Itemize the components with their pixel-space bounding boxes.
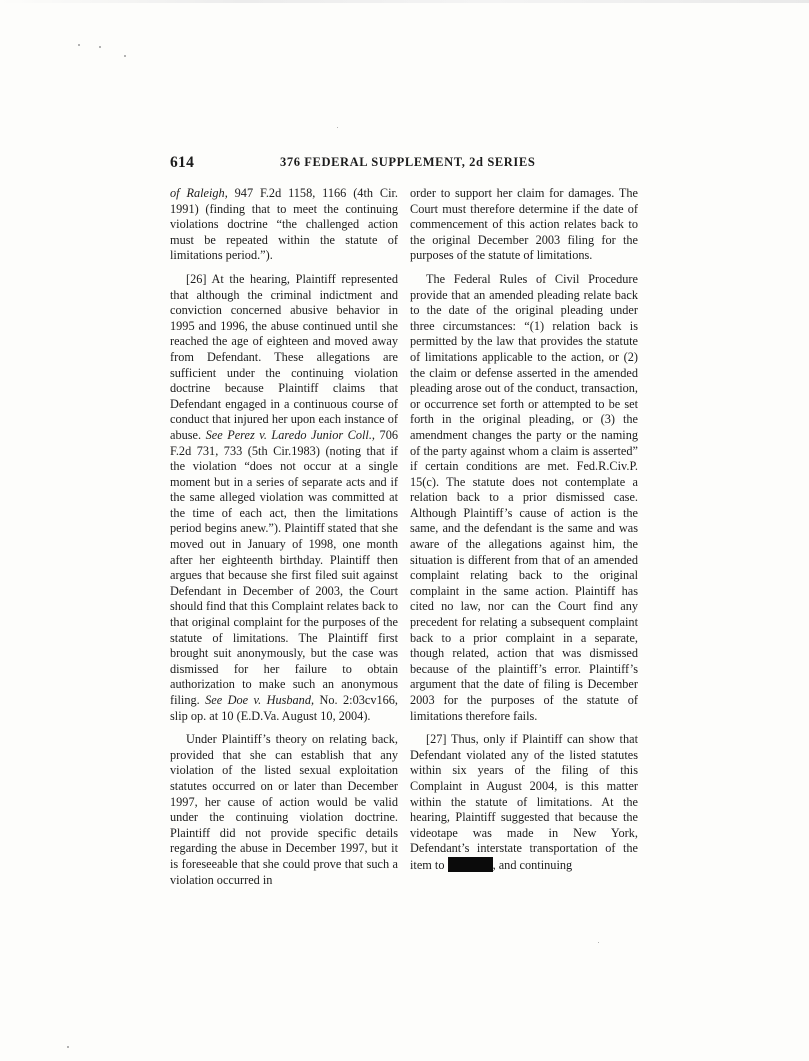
scan-speck	[67, 1046, 69, 1048]
paragraph	[410, 186, 638, 264]
paragraph-text: At the hearing, Plaintiff represented that although the criminal indictment and conviction concerned abusive behavior in 1995 and 1996, the abuse continued until she reached the age of eighteen and moved away from Defendant. These allegations are sufficient under the continuing violation doctrine because Plaintiff claims that Defendant engaged in a continuous course of conduct that injured her upon each instance of abuse.	[170, 271, 398, 442]
paragraph	[170, 732, 398, 888]
paragraph-text: The Federal Rules of Civil Procedure provide that an amended pleading relate back to the date of the original pleading under three circumstances: “(1) relation back is permitted by the law that provides the statute of limitations applicable to the action, or (2) the claim or defense asserted in the amended pleading arose out of the conduct, transaction, or occurrence set forth or attempted to be set forth in the original pleading, or (3) the amendment changes the party or the naming of the party against whom a claim is asserted” if certain conditions are met. Fed.R.Civ.P. 15(c). The statute does not contemplate a relation back to a prior dismissed case. Although Plaintiff’s cause of action is the same, and the defendant is the same and was aware of the allegations against him, the situation is different from that of an amended complaint relating back to the original complaint in the same action. Plaintiff has cited no law, nor can the Court find any precedent for relating a subsequent complaint back to a prior complaint in a separate, though related, action that was dismissed because of the plaintiff’s error. Plaintiff’s argument that the date of filing is December 2003 for the purposes of the statute of limitations therefore fails.	[410, 271, 638, 723]
paragraph-number: [26]	[186, 271, 207, 286]
paragraph	[170, 186, 398, 264]
right-column	[410, 186, 638, 882]
paragraph-text: 706 F.2d 731, 733 (5th Cir.1983) (noting that if the violation “does not occur at a single moment but in a series of separate acts and if the same alleged violation was committed at the time of each act, then the limitations period begins anew.”). Plaintiff stated that she moved out in January of 1998, one month after her eighteenth birthday. Plaintiff then argues that because she first filed suit against Defendant in December of 2003, the Court should find that this Complaint relates back to that original complaint for the purposes of the statute of limitations. The Plaintiff first brought suit anonymously, but the case was dismissed for her failure to obtain authorization to make such an anonymous filing.	[170, 427, 398, 707]
paragraph	[410, 272, 638, 724]
page-header	[170, 154, 640, 174]
page-number: 614	[170, 154, 195, 171]
case-citation: See Doe v. Husband,	[205, 693, 315, 707]
paragraph-text: order to support her claim for damages. The Court must therefore determine if the date of commencement of this action relates back to the original December 2003 filing for the purposes of the statute of limitations.	[410, 186, 638, 263]
case-citation: See Perez v. Laredo Junior Coll.,	[205, 427, 376, 442]
scan-speck	[99, 46, 101, 48]
paragraph-text: Thus, only if Plaintiff can show that Defendant violated any of the listed statutes within six years of the filing of this Complaint in August 2004, is this matter within the statute of limitations. At the hearing, Plaintiff suggested that because the videotape was made in New York, Defendant’s interstate transportation of the item to	[410, 732, 638, 872]
scan-speck	[78, 44, 80, 46]
case-citation: of Raleigh,	[170, 186, 228, 200]
paragraph-text: 947 F.2d 1158, 1166 (4th Cir. 1991) (finding that to meet the continuing violations doctrine “the challenged action must be repeated within the statute of limitations period.”).	[170, 186, 398, 263]
left-column	[170, 186, 398, 896]
paragraph-text: No. 2:03cv166, slip op. at 10 (E.D.Va. August 10, 2004).	[170, 693, 398, 723]
paragraph	[410, 732, 638, 873]
scan-speck	[337, 127, 338, 128]
scan-edge	[0, 0, 809, 3]
scan-speck	[598, 942, 599, 943]
paragraph-text: Under Plaintiff’s theory on relating back, provided that she can establish that any violation of the listed sexual exploitation statutes occurred on or later than December 1997, her cause of action would be valid under the continuing violation doctrine. Plaintiff did not provide specific details regarding the abuse in December 1997, but it is foreseeable that she could prove that such a violation occurred in	[170, 732, 398, 887]
running-head: 376 FEDERAL SUPPLEMENT, 2d SERIES	[280, 155, 536, 169]
redaction-box	[448, 857, 493, 872]
paragraph-text: , and continuing	[492, 857, 573, 872]
paragraph	[170, 272, 398, 724]
paragraph-number: [27]	[426, 732, 447, 747]
scan-speck	[124, 55, 126, 57]
